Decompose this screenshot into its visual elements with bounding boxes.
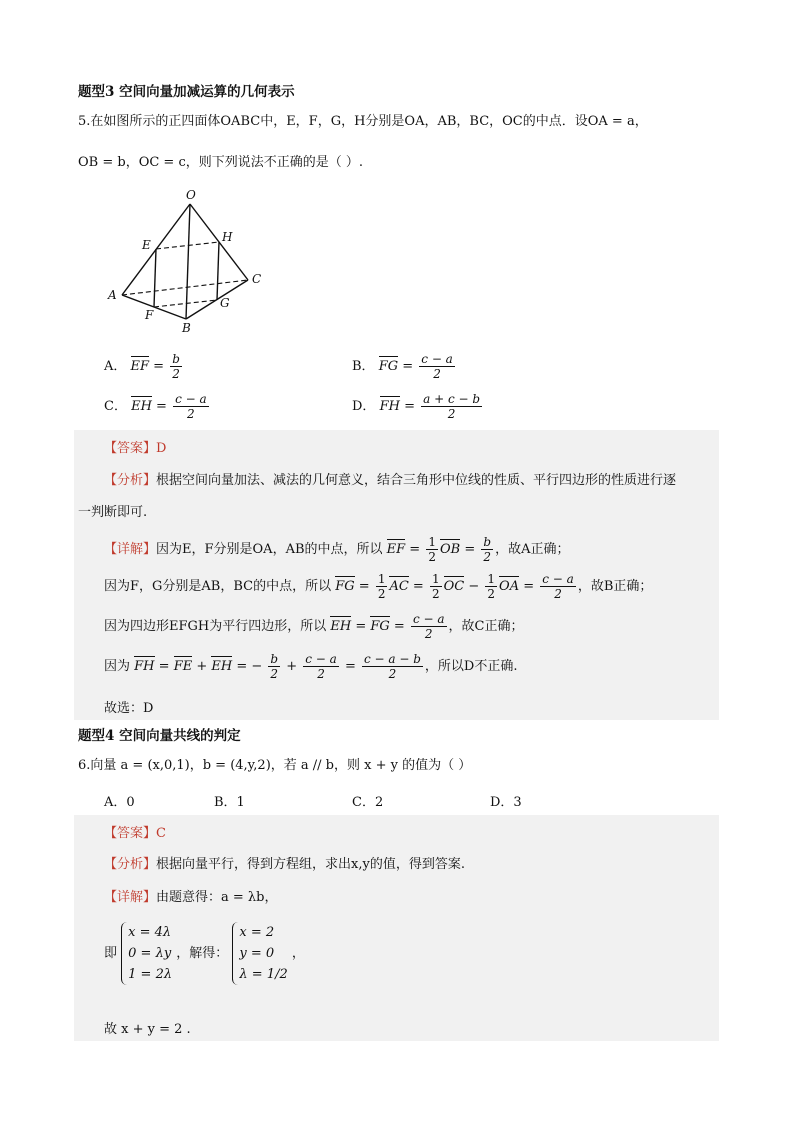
section-3-title: 题型3 空间向量加减运算的几何表示 [78,84,295,100]
option-a[interactable]: A． EF = $\frac{b}{2}$ [104,352,180,381]
choose-5: 故选：D [104,701,154,716]
detail-5-line-4: 因为 FH = FE + EH = − $\frac{b}{2}$ + $\frac{c - a}{2}$ = $\frac{c - a - b}{2}$ ，所以D不正确. [104,652,518,681]
detail-5-line-3: 因为四边形EFGH为平行四边形，所以 EH = FG = $\frac{c - a}{2}$ ，故C正确； [104,612,524,641]
detail-5-line-2: 因为F，G分别是AB，BC的中点，所以 FG = $\frac{1}{2}$ AC = $\frac{1}{2}$ OC − $\frac{1}{2}$ OA = $\frac{c - a}{2}$ ，故B正确； [104,572,653,601]
label-H: H [222,230,233,244]
label-O: O [186,188,196,202]
option-c[interactable]: C． EH = $\frac{c - a}{2}$ [104,392,207,421]
detail-6: 【详解】由题意得：a = λb， [104,890,278,905]
answer-5: 【答案】D [104,441,167,456]
tetrahedron-figure [100,186,270,336]
analysis-5-line-2: 一判断即可. [78,505,148,520]
answer-6: 【答案】C [104,826,166,841]
option-b[interactable]: B． FG = $\frac{c - a}{2}$ [352,352,453,381]
label-E: E [142,238,151,252]
option-6-c[interactable]: C．2 [352,795,384,810]
analysis-6: 【分析】根据向量平行，得到方程组，求出x,y的值，得到答案. [104,857,465,872]
label-B: B [182,321,191,335]
label-A: A [108,288,117,302]
analysis-5-line-1: 【分析】根据空间向量加法、减法的几何意义，结合三角形中位线的性质、平行四边形的性质进行逐 [104,473,677,488]
option-6-b[interactable]: B．1 [214,795,245,810]
question-6: 6.向量 a = (x,0,1)，b = (4,y,2)，若 a // b，则 x + y 的值为（ ） [78,758,472,773]
equation-system: 即 x = 4λ 0 = λy 1 = 2λ ，解得： x = 2 y = 0 λ = 1/2 ， [104,922,305,985]
label-G: G [220,296,230,310]
system-2: x = 2 y = 0 λ = 1/2 [232,922,287,985]
question-5-line-1: 5.在如图所示的正四面体OABC中，E，F，G，H分别是OA，AB，BC，OC的中点．设OA = a， [78,114,648,129]
final-6: 故 x + y = 2 . [104,1022,191,1037]
option-6-a[interactable]: A．0 [104,795,135,810]
detail-5-line-1: 【详解】因为E，F分别是OA，AB的中点，所以 EF = $\frac{1}{2}$ OB = $\frac{b}{2}$ ，故A正确； [104,535,570,564]
label-C: C [252,272,262,286]
option-6-d[interactable]: D．3 [490,795,522,810]
section-4-title: 题型4 空间向量共线的判定 [78,728,241,744]
label-F: F [145,308,154,322]
system-1: x = 4λ 0 = λy 1 = 2λ [121,922,172,985]
option-d[interactable]: D． FH = $\frac{a + c - b}{2}$ [352,392,481,421]
question-5-line-2: OB = b，OC = c，则下列说法不正确的是（ ）. [78,155,363,170]
